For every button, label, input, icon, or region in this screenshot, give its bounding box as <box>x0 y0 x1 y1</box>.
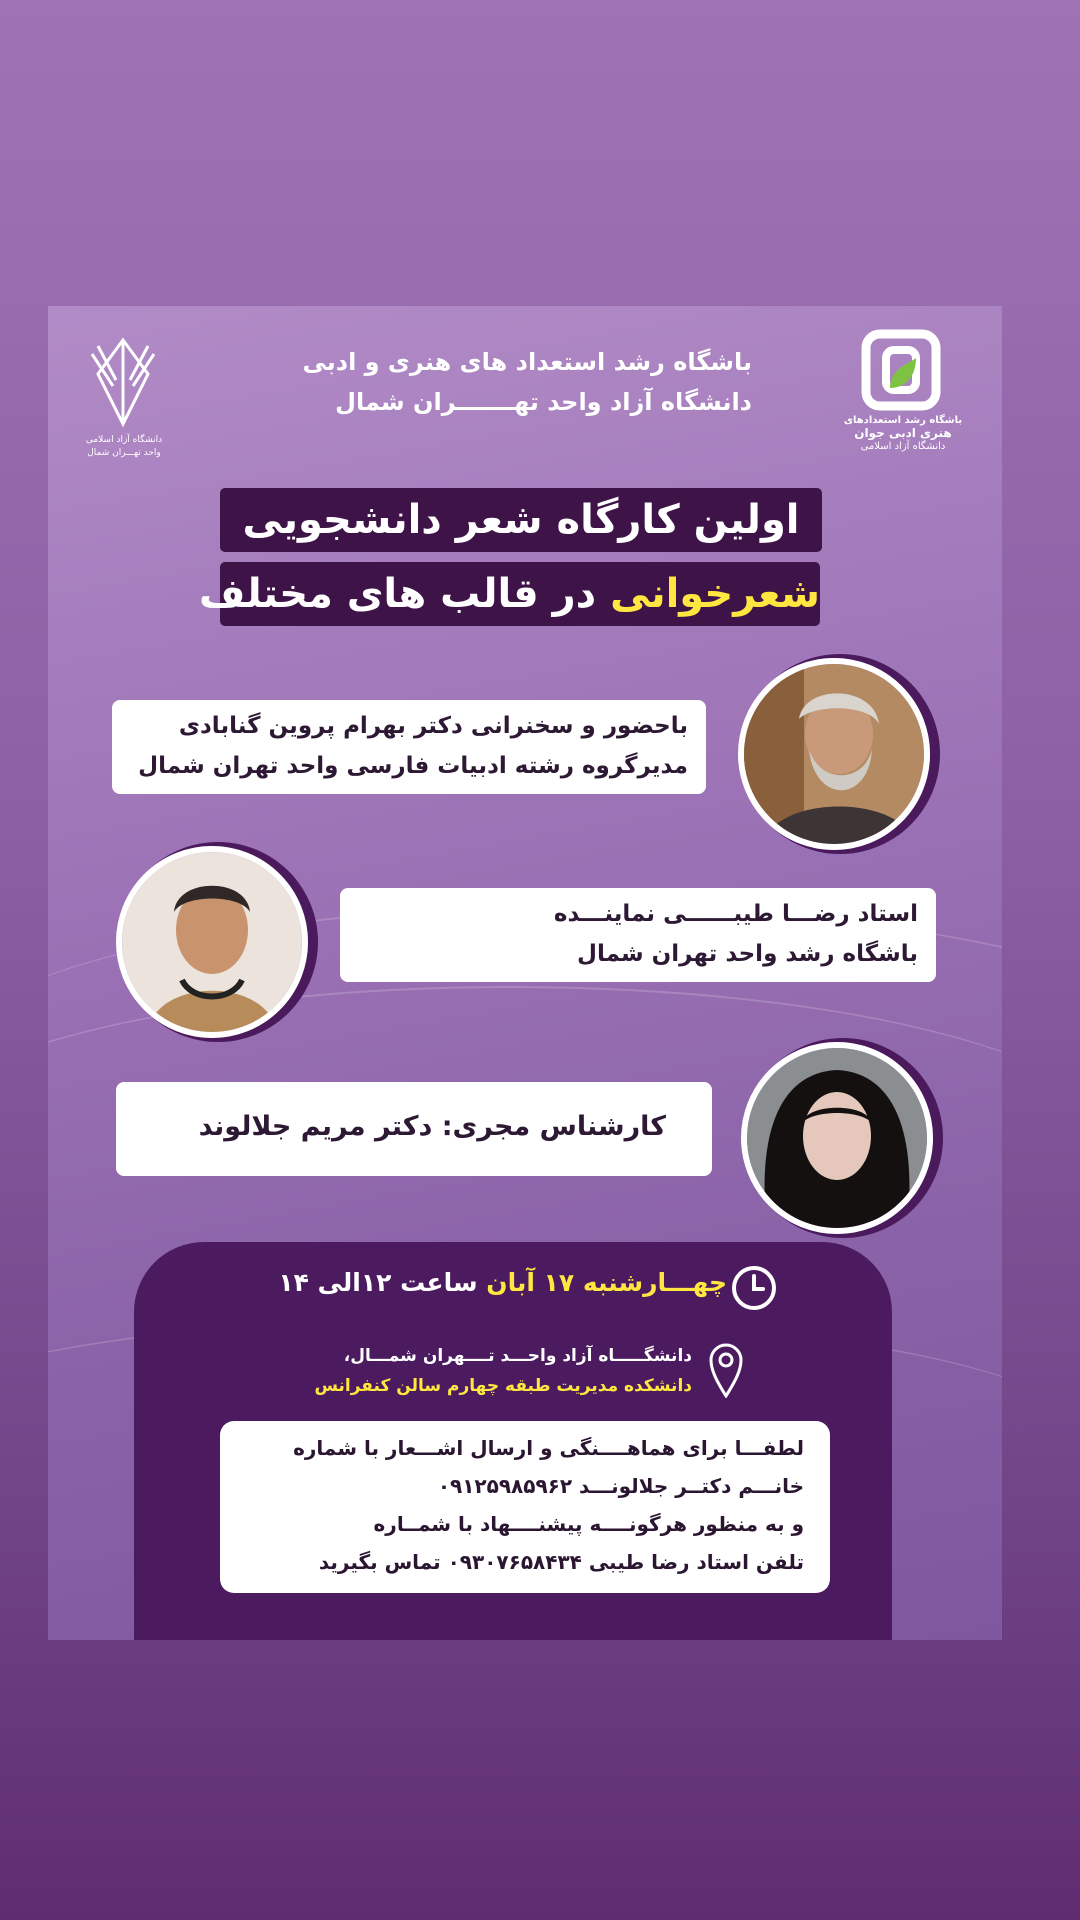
azad-university-emblem-icon <box>88 334 158 430</box>
title-highlight: شعرخوانی <box>610 571 820 617</box>
right-logo-line3: دانشگاه آزاد اسلامی <box>860 441 946 452</box>
title-rest: در قالب های مختلف <box>198 571 611 617</box>
title-line1: اولین کارگاه شعر دانشجویی <box>220 488 822 552</box>
contact-line3: و به منظور هرگونــــه پیشنــــهاد با شمــاره <box>373 1512 804 1536</box>
speaker-2-line2: باشگاه رشد واحد تهران شمال <box>577 941 918 967</box>
event-date: چهـــارشنبه ۱۷ آبان <box>486 1268 727 1297</box>
contact-card <box>220 1421 830 1593</box>
speaker-1-line1: باحضور و سخنرانی دکتر بهرام پروین گنابادی <box>178 713 688 739</box>
left-logo-line2: واحد تهـــران شمال <box>87 448 161 458</box>
left-logo-line1: دانشگاه آزاد اسلامی <box>85 435 163 445</box>
host-card: کارشناس مجری: دکتر مریم جلالوند <box>116 1082 712 1176</box>
right-logo-line2: هنری ادبی جوان <box>854 426 952 440</box>
contact-line1: لطفـــا برای هماهــــنگی و ارسال اشـــعار با شماره <box>293 1436 804 1460</box>
location-line2: دانشکده مدیریت طبقه چهارم سالن کنفرانس <box>314 1376 692 1396</box>
location-pin-icon <box>708 1342 744 1398</box>
header-line1: باشگاه رشد استعداد های هنری و ادبی <box>302 348 752 376</box>
clock-icon <box>730 1264 778 1312</box>
right-logo-caption <box>838 414 968 453</box>
contact-line4: تلفن استاد رضا طیبی ۰۹۳۰۷۶۵۸۴۳۴ تماس بگیرید <box>318 1550 804 1574</box>
header-line2: دانشگاه آزاد واحد تهـــــــران شمال <box>335 388 752 416</box>
event-time: ساعت ۱۲الی ۱۴ <box>278 1268 487 1297</box>
title-line2 <box>198 562 820 626</box>
event-info-panel <box>134 1242 892 1640</box>
event-date-time <box>278 1268 727 1297</box>
contact-line2: خانـــم دکتــر جلالونـــد ۰۹۱۲۵۹۸۵۹۶۲ <box>437 1474 804 1498</box>
speaker-photo-icon <box>738 658 930 850</box>
right-logo-line1: باشگاه رشد استعدادهای <box>843 415 963 426</box>
speaker-card-2 <box>340 888 936 982</box>
speaker-2-line1: استاد رضـــا طیبــــــی نماینـــده <box>553 901 918 927</box>
speaker-1-line2: مدیرگروه رشته ادبیات فارسی واحد تهران شمال <box>138 753 688 779</box>
left-logo-caption <box>68 434 180 460</box>
event-poster <box>48 306 1002 1640</box>
speaker-card-1 <box>112 700 706 794</box>
speaker-photo-icon <box>116 846 308 1038</box>
roshd-club-logo-icon <box>860 328 942 412</box>
location-line1: دانشگـــــاه آزاد واحـــد تــــهران شمـــال، <box>343 1346 692 1366</box>
host-photo-icon <box>741 1042 933 1234</box>
